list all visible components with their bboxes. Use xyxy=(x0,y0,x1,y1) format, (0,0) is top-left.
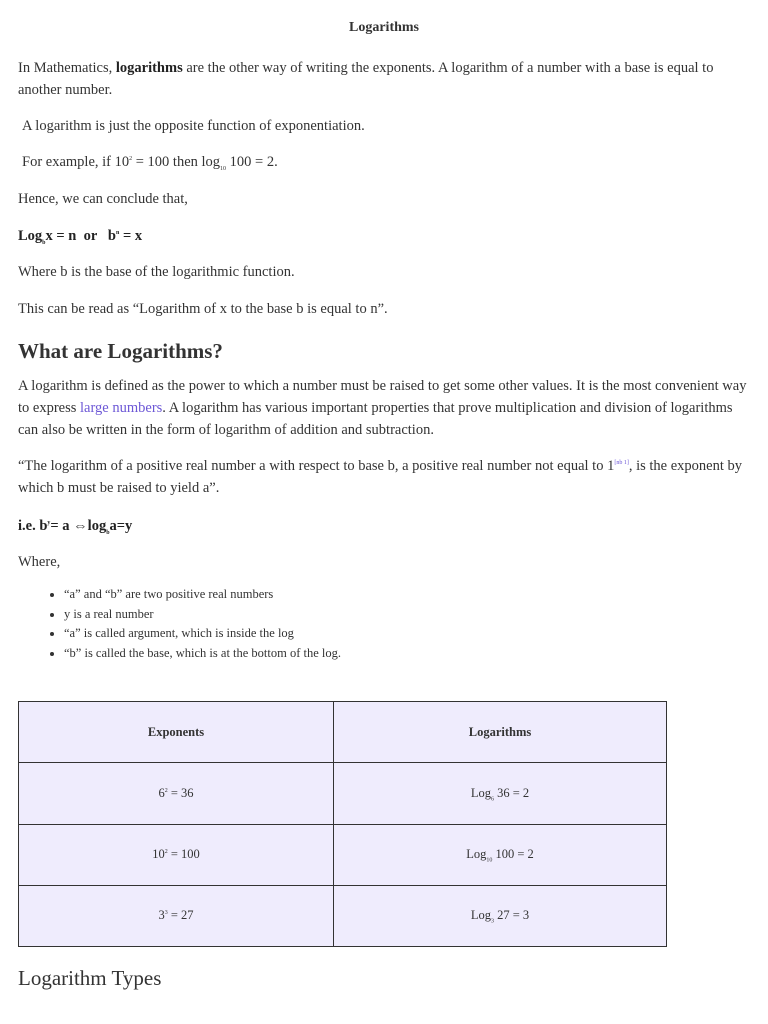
ie-text: i.e. b xyxy=(18,518,48,534)
header-logarithms: Logarithms xyxy=(334,702,667,763)
intro-paragraph xyxy=(18,57,750,101)
ie-text-2: = a ⇔log xyxy=(50,518,107,534)
list-item: • “b” is called the base, which is at the bottom of the log. xyxy=(64,644,341,664)
formula-mid: x = n or b xyxy=(45,228,116,244)
table-row xyxy=(19,763,667,824)
ie-base: b xyxy=(106,529,110,536)
example-text-2: = 100 then log xyxy=(132,154,221,170)
definition-text-rest: . A logarithm has various important properties that prove multiplication and division of logarithms can also be written in the form of logarithm of addition and subtraction. xyxy=(18,400,733,438)
example-text: For example, if 10 xyxy=(22,154,130,170)
ie-formula xyxy=(18,515,750,537)
logarithm-types-heading: Logarithm Types xyxy=(18,966,162,990)
read-paragraph: This can be read as “Logarithm of x to the base b is equal to n”. xyxy=(18,301,388,317)
quote-text-rest: , is the exponent by which b must be raised to yield a”. xyxy=(18,458,742,496)
log-value: 36 = 2 xyxy=(493,785,530,800)
exp-power: 3 xyxy=(164,910,168,917)
conclude-paragraph: Hence, we can conclude that, xyxy=(18,191,188,207)
ie-text-3: a=y xyxy=(109,518,133,534)
log-value: 100 = 2 xyxy=(492,847,534,862)
log-cell xyxy=(334,824,667,885)
exponent-cell xyxy=(19,885,334,946)
exp-power: 2 xyxy=(164,848,168,855)
definition-text: A logarithm is defined as the power to which a number must be raised to get some other values. It is the most convenient way to express xyxy=(18,378,747,416)
header-exponents: Exponents xyxy=(19,702,334,763)
formula-base: b xyxy=(42,239,46,246)
exp-value: = 100 xyxy=(167,847,200,862)
quote-paragraph xyxy=(18,455,750,499)
exponent-cell xyxy=(19,763,334,824)
definition-list xyxy=(18,585,341,664)
exp-value: = 27 xyxy=(167,908,194,923)
formula-exponent: n xyxy=(115,230,120,237)
footnote-link[interactable]: [nb 1] xyxy=(614,460,629,467)
list-item: • “a” is called argument, which is inside the log xyxy=(64,624,341,644)
log-value: 27 = 3 xyxy=(493,908,530,923)
exp-power: 2 xyxy=(164,787,168,794)
large-numbers-link[interactable]: large numbers xyxy=(80,400,163,416)
log-prefix: Log xyxy=(470,785,491,800)
exp-base: 3 xyxy=(158,908,165,923)
intro-text: In Mathematics, xyxy=(18,60,116,76)
table-row xyxy=(19,824,667,885)
exp-base: 6 xyxy=(158,785,165,800)
section-heading: What are Logarithms? xyxy=(18,339,223,363)
exponent-cell xyxy=(19,824,334,885)
quote-text: “The logarithm of a positive real number a with respect to base b, a positive real number not equal to 1 xyxy=(18,458,615,474)
list-item: • “a” and “b” are two positive real numbers xyxy=(64,585,341,605)
intro-bold-term: logarithms xyxy=(115,60,183,76)
table-header-row xyxy=(19,702,667,763)
log-cell xyxy=(334,885,667,946)
definition-paragraph xyxy=(18,375,750,441)
page-title: Logarithms xyxy=(349,20,419,35)
formula-end: = x xyxy=(119,228,143,244)
exp-value: = 36 xyxy=(167,785,194,800)
example-text-3: 100 = 2. xyxy=(226,154,278,170)
log-base: 6 xyxy=(490,796,494,803)
base-paragraph: Where b is the base of the logarithmic function. xyxy=(18,264,295,280)
table-row xyxy=(19,885,667,946)
log-base: 10 xyxy=(486,857,493,864)
example-paragraph xyxy=(22,151,750,173)
intro-text-rest: are the other way of writing the exponents. A logarithm of a number with a base is equal to another number. xyxy=(18,60,714,98)
example-exponent: 2 xyxy=(129,156,133,163)
example-base: 10 xyxy=(220,165,227,172)
log-prefix: Log xyxy=(466,847,487,862)
log-cell xyxy=(334,763,667,824)
where-label: Where, xyxy=(18,554,61,570)
opposite-paragraph: A logarithm is just the opposite function of exponentiation. xyxy=(22,118,365,134)
log-formula xyxy=(18,225,750,247)
ie-exponent: y xyxy=(47,520,51,527)
formula-log: Log xyxy=(18,228,43,244)
exponent-log-table xyxy=(18,701,667,947)
log-prefix: Log xyxy=(470,908,491,923)
list-item: • y is a real number xyxy=(64,605,341,625)
exp-base: 10 xyxy=(152,847,165,862)
log-base: 3 xyxy=(490,918,494,925)
